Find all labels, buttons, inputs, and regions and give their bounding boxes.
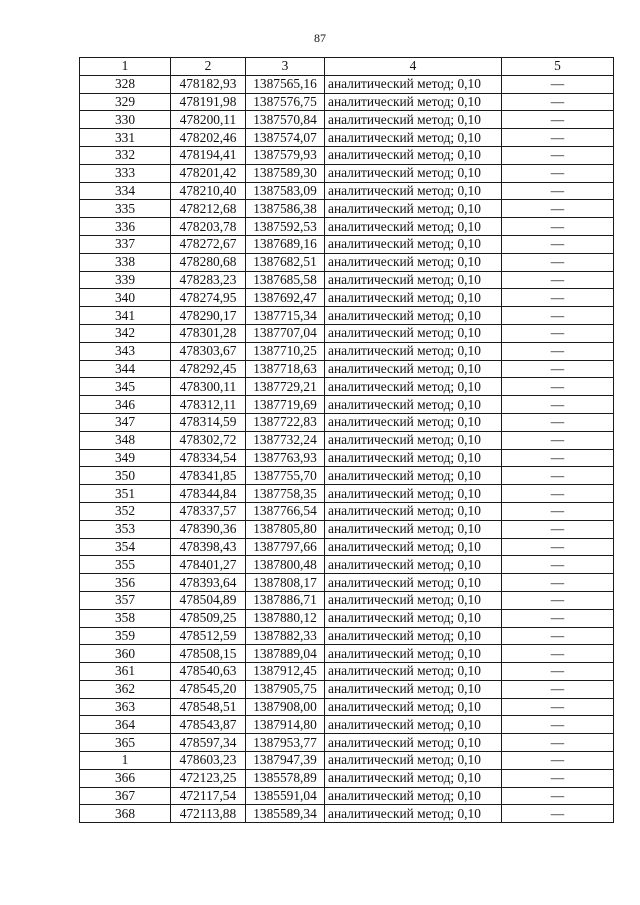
method-cell: аналитический метод; 0,10 <box>325 307 502 325</box>
description-cell: — <box>502 164 614 182</box>
point-number-cell: 356 <box>80 574 171 592</box>
point-number-cell: 338 <box>80 253 171 271</box>
method-cell: аналитический метод; 0,10 <box>325 289 502 307</box>
table-row <box>80 609 614 627</box>
table-row <box>80 787 614 805</box>
point-number-cell: 367 <box>80 787 171 805</box>
description-cell: — <box>502 129 614 147</box>
point-number-cell: 345 <box>80 378 171 396</box>
description-cell: — <box>502 253 614 271</box>
coordinate-y-cell: 1387692,47 <box>246 289 325 307</box>
method-cell: аналитический метод; 0,10 <box>325 627 502 645</box>
description-cell: — <box>502 413 614 431</box>
coordinate-x-cell: 478401,27 <box>171 556 246 574</box>
description-cell: — <box>502 75 614 93</box>
coordinate-y-cell: 1387797,66 <box>246 538 325 556</box>
coordinate-x-cell: 478191,98 <box>171 93 246 111</box>
method-cell: аналитический метод; 0,10 <box>325 485 502 503</box>
table-row <box>80 271 614 289</box>
point-number-cell: 347 <box>80 413 171 431</box>
coordinate-x-cell: 478543,87 <box>171 716 246 734</box>
coordinate-y-cell: 1387574,07 <box>246 129 325 147</box>
point-number-cell: 331 <box>80 129 171 147</box>
description-cell: — <box>502 574 614 592</box>
description-cell: — <box>502 449 614 467</box>
coordinate-y-cell: 1387947,39 <box>246 752 325 770</box>
description-cell: — <box>502 787 614 805</box>
description-cell: — <box>502 609 614 627</box>
coordinate-x-cell: 478212,68 <box>171 200 246 218</box>
method-cell: аналитический метод; 0,10 <box>325 574 502 592</box>
description-cell: — <box>502 378 614 396</box>
table-row <box>80 289 614 307</box>
coordinate-x-cell: 472123,25 <box>171 769 246 787</box>
table-row <box>80 591 614 609</box>
point-number-cell: 335 <box>80 200 171 218</box>
table-row <box>80 93 614 111</box>
description-cell: — <box>502 111 614 129</box>
point-number-cell: 349 <box>80 449 171 467</box>
method-cell: аналитический метод; 0,10 <box>325 146 502 164</box>
point-number-cell: 352 <box>80 502 171 520</box>
coordinate-y-cell: 1387586,38 <box>246 200 325 218</box>
method-cell: аналитический метод; 0,10 <box>325 413 502 431</box>
coordinate-x-cell: 478398,43 <box>171 538 246 556</box>
table-row <box>80 485 614 503</box>
point-number-cell: 361 <box>80 663 171 681</box>
method-cell: аналитический метод; 0,10 <box>325 805 502 823</box>
method-cell: аналитический метод; 0,10 <box>325 378 502 396</box>
method-cell: аналитический метод; 0,10 <box>325 716 502 734</box>
table-row <box>80 218 614 236</box>
coordinate-x-cell: 472117,54 <box>171 787 246 805</box>
coordinate-x-cell: 478210,40 <box>171 182 246 200</box>
coordinate-y-cell: 1387682,51 <box>246 253 325 271</box>
description-cell: — <box>502 342 614 360</box>
method-cell: аналитический метод; 0,10 <box>325 556 502 574</box>
coordinate-y-cell: 1387592,53 <box>246 218 325 236</box>
description-cell: — <box>502 431 614 449</box>
coordinate-y-cell: 1387710,25 <box>246 342 325 360</box>
table-row <box>80 75 614 93</box>
method-cell: аналитический метод; 0,10 <box>325 467 502 485</box>
point-number-cell: 358 <box>80 609 171 627</box>
point-number-cell: 329 <box>80 93 171 111</box>
description-cell: — <box>502 218 614 236</box>
coordinate-y-cell: 1387732,24 <box>246 431 325 449</box>
coordinate-x-cell: 478292,45 <box>171 360 246 378</box>
header-point-number: 1 <box>80 58 171 76</box>
table-row <box>80 698 614 716</box>
coordinate-x-cell: 478540,63 <box>171 663 246 681</box>
table-row <box>80 129 614 147</box>
coordinate-x-cell: 478283,23 <box>171 271 246 289</box>
coordinate-x-cell: 478548,51 <box>171 698 246 716</box>
table-row <box>80 734 614 752</box>
description-cell: — <box>502 769 614 787</box>
point-number-cell: 333 <box>80 164 171 182</box>
coordinate-y-cell: 1387805,80 <box>246 520 325 538</box>
method-cell: аналитический метод; 0,10 <box>325 663 502 681</box>
table-row <box>80 627 614 645</box>
description-cell: — <box>502 289 614 307</box>
table-row <box>80 378 614 396</box>
coordinate-y-cell: 1387766,54 <box>246 502 325 520</box>
method-cell: аналитический метод; 0,10 <box>325 182 502 200</box>
point-number-cell: 350 <box>80 467 171 485</box>
table-row <box>80 111 614 129</box>
method-cell: аналитический метод; 0,10 <box>325 769 502 787</box>
coordinate-y-cell: 1387579,93 <box>246 146 325 164</box>
coordinate-x-cell: 478303,67 <box>171 342 246 360</box>
coordinate-y-cell: 1387953,77 <box>246 734 325 752</box>
method-cell: аналитический метод; 0,10 <box>325 752 502 770</box>
point-number-cell: 330 <box>80 111 171 129</box>
table-row <box>80 716 614 734</box>
method-cell: аналитический метод; 0,10 <box>325 129 502 147</box>
coordinate-y-cell: 1387882,33 <box>246 627 325 645</box>
table-row <box>80 520 614 538</box>
method-cell: аналитический метод; 0,10 <box>325 75 502 93</box>
description-cell: — <box>502 645 614 663</box>
point-number-cell: 351 <box>80 485 171 503</box>
method-cell: аналитический метод; 0,10 <box>325 502 502 520</box>
coordinate-y-cell: 1387800,48 <box>246 556 325 574</box>
table-row <box>80 182 614 200</box>
coordinate-x-cell: 478314,59 <box>171 413 246 431</box>
table-row <box>80 467 614 485</box>
coordinate-x-cell: 478341,85 <box>171 467 246 485</box>
coordinate-x-cell: 478200,11 <box>171 111 246 129</box>
table-row <box>80 253 614 271</box>
point-number-cell: 341 <box>80 307 171 325</box>
table-row <box>80 663 614 681</box>
coordinate-y-cell: 1387583,09 <box>246 182 325 200</box>
coordinate-y-cell: 1387808,17 <box>246 574 325 592</box>
description-cell: — <box>502 627 614 645</box>
method-cell: аналитический метод; 0,10 <box>325 680 502 698</box>
point-number-cell: 1 <box>80 752 171 770</box>
coordinate-y-cell: 1387722,83 <box>246 413 325 431</box>
description-cell: — <box>502 182 614 200</box>
coordinate-x-cell: 478344,84 <box>171 485 246 503</box>
point-number-cell: 344 <box>80 360 171 378</box>
description-cell: — <box>502 467 614 485</box>
point-number-cell: 332 <box>80 146 171 164</box>
table-row <box>80 431 614 449</box>
method-cell: аналитический метод; 0,10 <box>325 734 502 752</box>
header-coordinate-y: 3 <box>246 58 325 76</box>
coordinate-x-cell: 478280,68 <box>171 253 246 271</box>
point-number-cell: 364 <box>80 716 171 734</box>
header-description: 5 <box>502 58 614 76</box>
coordinate-x-cell: 478302,72 <box>171 431 246 449</box>
method-cell: аналитический метод; 0,10 <box>325 218 502 236</box>
description-cell: — <box>502 520 614 538</box>
method-cell: аналитический метод; 0,10 <box>325 396 502 414</box>
description-cell: — <box>502 146 614 164</box>
description-cell: — <box>502 663 614 681</box>
method-cell: аналитический метод; 0,10 <box>325 93 502 111</box>
table-row <box>80 146 614 164</box>
point-number-cell: 362 <box>80 680 171 698</box>
point-number-cell: 365 <box>80 734 171 752</box>
table-row <box>80 645 614 663</box>
table-row <box>80 556 614 574</box>
description-cell: — <box>502 93 614 111</box>
method-cell: аналитический метод; 0,10 <box>325 698 502 716</box>
table-body <box>80 75 614 822</box>
coordinate-y-cell: 1387576,75 <box>246 93 325 111</box>
coordinate-x-cell: 478504,89 <box>171 591 246 609</box>
point-number-cell: 346 <box>80 396 171 414</box>
coordinate-y-cell: 1387715,34 <box>246 307 325 325</box>
method-cell: аналитический метод; 0,10 <box>325 538 502 556</box>
method-cell: аналитический метод; 0,10 <box>325 253 502 271</box>
point-number-cell: 360 <box>80 645 171 663</box>
coordinate-x-cell: 478334,54 <box>171 449 246 467</box>
coordinate-y-cell: 1387905,75 <box>246 680 325 698</box>
coordinate-y-cell: 1387908,00 <box>246 698 325 716</box>
method-cell: аналитический метод; 0,10 <box>325 520 502 538</box>
description-cell: — <box>502 680 614 698</box>
coordinate-y-cell: 1387755,70 <box>246 467 325 485</box>
coordinate-y-cell: 1387589,30 <box>246 164 325 182</box>
page-number: 87 <box>314 31 326 45</box>
coordinate-x-cell: 478301,28 <box>171 324 246 342</box>
coordinate-x-cell: 478603,23 <box>171 752 246 770</box>
coordinate-y-cell: 1387914,80 <box>246 716 325 734</box>
coordinate-x-cell: 478202,46 <box>171 129 246 147</box>
point-number-cell: 328 <box>80 75 171 93</box>
table-row <box>80 769 614 787</box>
table-row <box>80 396 614 414</box>
point-number-cell: 348 <box>80 431 171 449</box>
table-row <box>80 805 614 823</box>
method-cell: аналитический метод; 0,10 <box>325 164 502 182</box>
point-number-cell: 366 <box>80 769 171 787</box>
table-row <box>80 235 614 253</box>
coordinate-y-cell: 1387889,04 <box>246 645 325 663</box>
point-number-cell: 340 <box>80 289 171 307</box>
description-cell: — <box>502 307 614 325</box>
description-cell: — <box>502 698 614 716</box>
description-cell: — <box>502 538 614 556</box>
coordinate-x-cell: 478393,64 <box>171 574 246 592</box>
table-row <box>80 574 614 592</box>
table-row <box>80 307 614 325</box>
method-cell: аналитический метод; 0,10 <box>325 111 502 129</box>
method-cell: аналитический метод; 0,10 <box>325 591 502 609</box>
description-cell: — <box>502 235 614 253</box>
table-row <box>80 360 614 378</box>
method-cell: аналитический метод; 0,10 <box>325 449 502 467</box>
table-row <box>80 502 614 520</box>
table-row <box>80 164 614 182</box>
point-number-cell: 339 <box>80 271 171 289</box>
method-cell: аналитический метод; 0,10 <box>325 431 502 449</box>
point-number-cell: 355 <box>80 556 171 574</box>
point-number-cell: 337 <box>80 235 171 253</box>
coordinate-x-cell: 478182,93 <box>171 75 246 93</box>
coordinate-y-cell: 1387886,71 <box>246 591 325 609</box>
method-cell: аналитический метод; 0,10 <box>325 200 502 218</box>
coordinate-y-cell: 1387718,63 <box>246 360 325 378</box>
method-cell: аналитический метод; 0,10 <box>325 787 502 805</box>
description-cell: — <box>502 485 614 503</box>
point-number-cell: 357 <box>80 591 171 609</box>
description-cell: — <box>502 752 614 770</box>
table-row <box>80 680 614 698</box>
coordinate-y-cell: 1387689,16 <box>246 235 325 253</box>
coordinate-x-cell: 478203,78 <box>171 218 246 236</box>
coordinate-x-cell: 478509,25 <box>171 609 246 627</box>
header-method-accuracy: 4 <box>325 58 502 76</box>
coordinate-y-cell: 1387719,69 <box>246 396 325 414</box>
coordinate-y-cell: 1387729,21 <box>246 378 325 396</box>
method-cell: аналитический метод; 0,10 <box>325 324 502 342</box>
point-number-cell: 354 <box>80 538 171 556</box>
point-number-cell: 342 <box>80 324 171 342</box>
method-cell: аналитический метод; 0,10 <box>325 360 502 378</box>
point-number-cell: 363 <box>80 698 171 716</box>
point-number-cell: 353 <box>80 520 171 538</box>
table-row <box>80 538 614 556</box>
point-number-cell: 359 <box>80 627 171 645</box>
method-cell: аналитический метод; 0,10 <box>325 645 502 663</box>
coordinate-x-cell: 478194,41 <box>171 146 246 164</box>
coordinate-x-cell: 478597,34 <box>171 734 246 752</box>
table-header <box>80 58 614 76</box>
coordinate-y-cell: 1387565,16 <box>246 75 325 93</box>
table-row <box>80 413 614 431</box>
description-cell: — <box>502 396 614 414</box>
coordinate-x-cell: 478545,20 <box>171 680 246 698</box>
description-cell: — <box>502 805 614 823</box>
coordinate-x-cell: 478312,11 <box>171 396 246 414</box>
description-cell: — <box>502 502 614 520</box>
coordinate-y-cell: 1385591,04 <box>246 787 325 805</box>
coordinate-y-cell: 1385589,34 <box>246 805 325 823</box>
description-cell: — <box>502 591 614 609</box>
description-cell: — <box>502 324 614 342</box>
point-number-cell: 334 <box>80 182 171 200</box>
table-row <box>80 200 614 218</box>
coordinate-x-cell: 478512,59 <box>171 627 246 645</box>
header-coordinate-x: 2 <box>171 58 246 76</box>
coordinate-x-cell: 478390,36 <box>171 520 246 538</box>
coordinate-x-cell: 472113,88 <box>171 805 246 823</box>
description-cell: — <box>502 556 614 574</box>
point-number-cell: 336 <box>80 218 171 236</box>
coordinate-x-cell: 478274,95 <box>171 289 246 307</box>
method-cell: аналитический метод; 0,10 <box>325 609 502 627</box>
method-cell: аналитический метод; 0,10 <box>325 271 502 289</box>
point-number-cell: 343 <box>80 342 171 360</box>
coordinate-y-cell: 1387880,12 <box>246 609 325 627</box>
header-row <box>80 58 614 76</box>
table-row <box>80 324 614 342</box>
coordinate-y-cell: 1387758,35 <box>246 485 325 503</box>
coordinate-x-cell: 478201,42 <box>171 164 246 182</box>
coordinate-y-cell: 1387912,45 <box>246 663 325 681</box>
coordinate-x-cell: 478508,15 <box>171 645 246 663</box>
table-row <box>80 752 614 770</box>
coordinate-y-cell: 1387707,04 <box>246 324 325 342</box>
coordinate-x-cell: 478300,11 <box>171 378 246 396</box>
description-cell: — <box>502 271 614 289</box>
method-cell: аналитический метод; 0,10 <box>325 342 502 360</box>
description-cell: — <box>502 200 614 218</box>
point-number-cell: 368 <box>80 805 171 823</box>
coordinate-x-cell: 478290,17 <box>171 307 246 325</box>
coordinate-x-cell: 478337,57 <box>171 502 246 520</box>
description-cell: — <box>502 716 614 734</box>
coordinate-y-cell: 1387685,58 <box>246 271 325 289</box>
coordinate-x-cell: 478272,67 <box>171 235 246 253</box>
coordinate-y-cell: 1387763,93 <box>246 449 325 467</box>
description-cell: — <box>502 360 614 378</box>
coordinates-table <box>79 57 614 823</box>
table-row <box>80 342 614 360</box>
method-cell: аналитический метод; 0,10 <box>325 235 502 253</box>
coordinate-y-cell: 1385578,89 <box>246 769 325 787</box>
description-cell: — <box>502 734 614 752</box>
coordinate-y-cell: 1387570,84 <box>246 111 325 129</box>
table-row <box>80 449 614 467</box>
